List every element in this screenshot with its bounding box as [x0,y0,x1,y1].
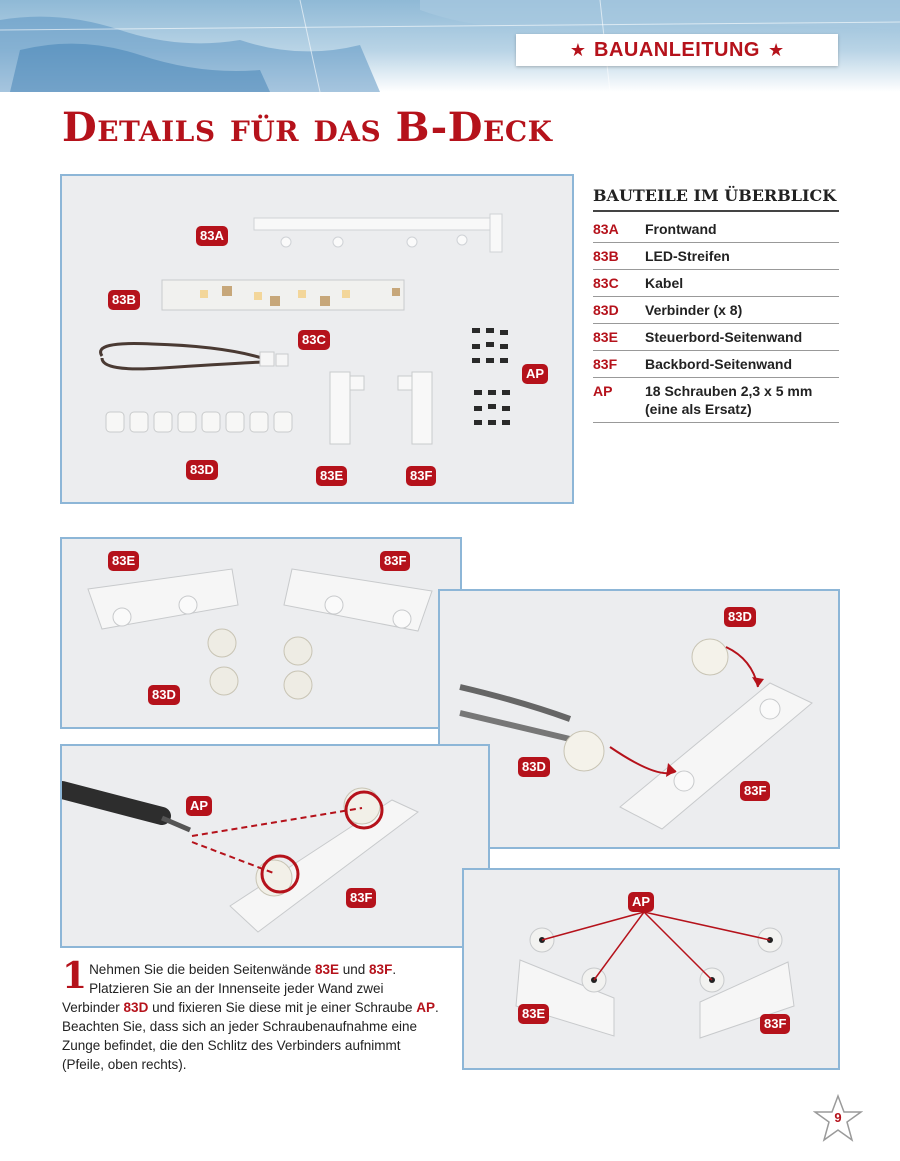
step-text: . Platzieren Sie an der Innenseite jeder Wand zwei Verbinder [62,962,397,1015]
step-text: . Beachten Sie, dass sich an jeder Schraubenaufnahme eine Zunge befindet, die den Schlitz des Verbinders aufnimmt (Pfeile, oben rechts). [62,1000,439,1072]
part-code: 83B [593,248,619,264]
step-text: Nehmen Sie die beiden Seitenwände [89,962,315,977]
part-ref: AP [416,1000,435,1015]
part-label-ap: AP [628,892,654,912]
part-label-83f: 83F [406,466,436,486]
connector-placement-photo [438,589,840,849]
part-label-ap: AP [522,364,548,384]
walls-connectors-photo [60,537,462,729]
part-ref: 83F [369,962,393,977]
part-desc: Backbord-Seitenwand [645,356,793,372]
part-label-83d: 83D [186,460,218,480]
part-label-83f: 83F [380,551,410,571]
part-label-83e: 83E [518,1004,549,1024]
part-label-83d: 83D [148,685,180,705]
part-label-83b: 83B [108,290,140,310]
header-map-band [0,0,900,92]
part-desc: Steuerbord-Seitenwand [645,329,803,345]
part-code: 83D [593,302,619,318]
part-label-ap: AP [186,796,212,816]
step-text: und [339,962,370,977]
parts-row [593,297,839,324]
parts-row [593,351,839,378]
part-desc: Verbinder (x 8) [645,302,743,318]
screwing-illustration [62,746,488,946]
parts-row [593,216,839,243]
parts-list-heading: BAUTEILE IM ÜBERBLICK [593,186,839,212]
parts-overview-photo [60,174,574,504]
part-ref: 83D [123,1000,149,1015]
part-label-83a: 83A [196,226,228,246]
section-ribbon [516,34,838,66]
part-code: 83E [593,329,618,345]
page-number: 9 [834,1110,842,1125]
parts-row [593,324,839,351]
part-label-83c: 83C [298,330,330,350]
star-icon: ★ [768,39,785,61]
page-title: Details für das B-Deck [62,104,553,151]
part-label-83f: 83F [760,1014,790,1034]
part-code: 83F [593,356,618,372]
assembled-walls-photo [462,868,840,1070]
part-label-83e: 83E [316,466,347,486]
part-label-83d: 83D [724,607,756,627]
section-label: BAUANLEITUNG [594,38,760,61]
placement-illustration [440,591,838,847]
star-icon: ★ [569,39,586,61]
part-code: AP [593,383,613,399]
part-desc: Frontwand [645,221,717,237]
part-code: 83A [593,221,619,237]
step-text: und fixieren Sie diese mit je einer Schraube [148,1000,417,1015]
step-1-instructions [62,955,442,1074]
part-desc: Kabel [645,275,684,291]
parts-row [593,270,839,297]
part-label-83d: 83D [518,757,550,777]
part-label-83f: 83F [346,888,376,908]
part-desc: LED-Streifen [645,248,730,264]
step-number: 1 [62,955,88,997]
part-code: 83C [593,275,619,291]
part-label-83f: 83F [740,781,770,801]
parts-row [593,378,839,423]
parts-row [593,243,839,270]
part-label-83e: 83E [108,551,139,571]
screwing-photo [60,744,490,948]
part-ref: 83E [314,962,340,977]
part-desc: 18 Schrauben 2,3 x 5 mm (eine als Ersatz) [645,383,813,417]
parts-list [593,186,839,423]
